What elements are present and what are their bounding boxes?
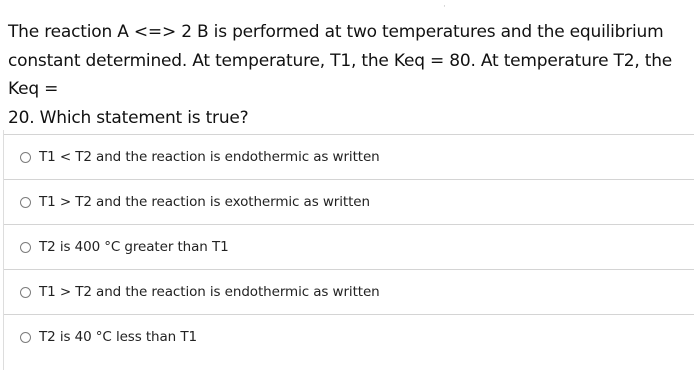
question-line-2: constant determined. At temperature, T1, the Keq = 80. At temperature T2, the Keq = [8,50,673,99]
radio-button-icon[interactable] [20,332,31,343]
answer-option-1[interactable] [0,135,700,179]
answer-options [0,134,700,359]
option-label: T2 is 400 °C greater than T1 [39,239,229,255]
option-label: T1 > T2 and the reaction is exothermic as written [39,194,370,210]
option-label: T1 > T2 and the reaction is endothermic as written [39,284,380,300]
radio-button-icon[interactable] [20,152,31,163]
question-line-3: 20. Which statement is true? [8,107,249,128]
answer-option-3[interactable] [0,225,700,269]
answer-option-2[interactable] [0,180,700,224]
scan-mark: · [443,2,446,12]
question-text [8,18,698,132]
answer-option-4[interactable] [0,270,700,314]
radio-button-icon[interactable] [20,287,31,298]
radio-button-icon[interactable] [20,197,31,208]
radio-button-icon[interactable] [20,242,31,253]
question-line-1: The reaction A <=> 2 B is performed at two temperatures and the equilibrium [8,22,664,42]
option-label: T1 < T2 and the reaction is endothermic as written [39,149,380,165]
option-label: T2 is 40 °C less than T1 [39,329,197,345]
answer-option-5[interactable] [0,315,700,359]
